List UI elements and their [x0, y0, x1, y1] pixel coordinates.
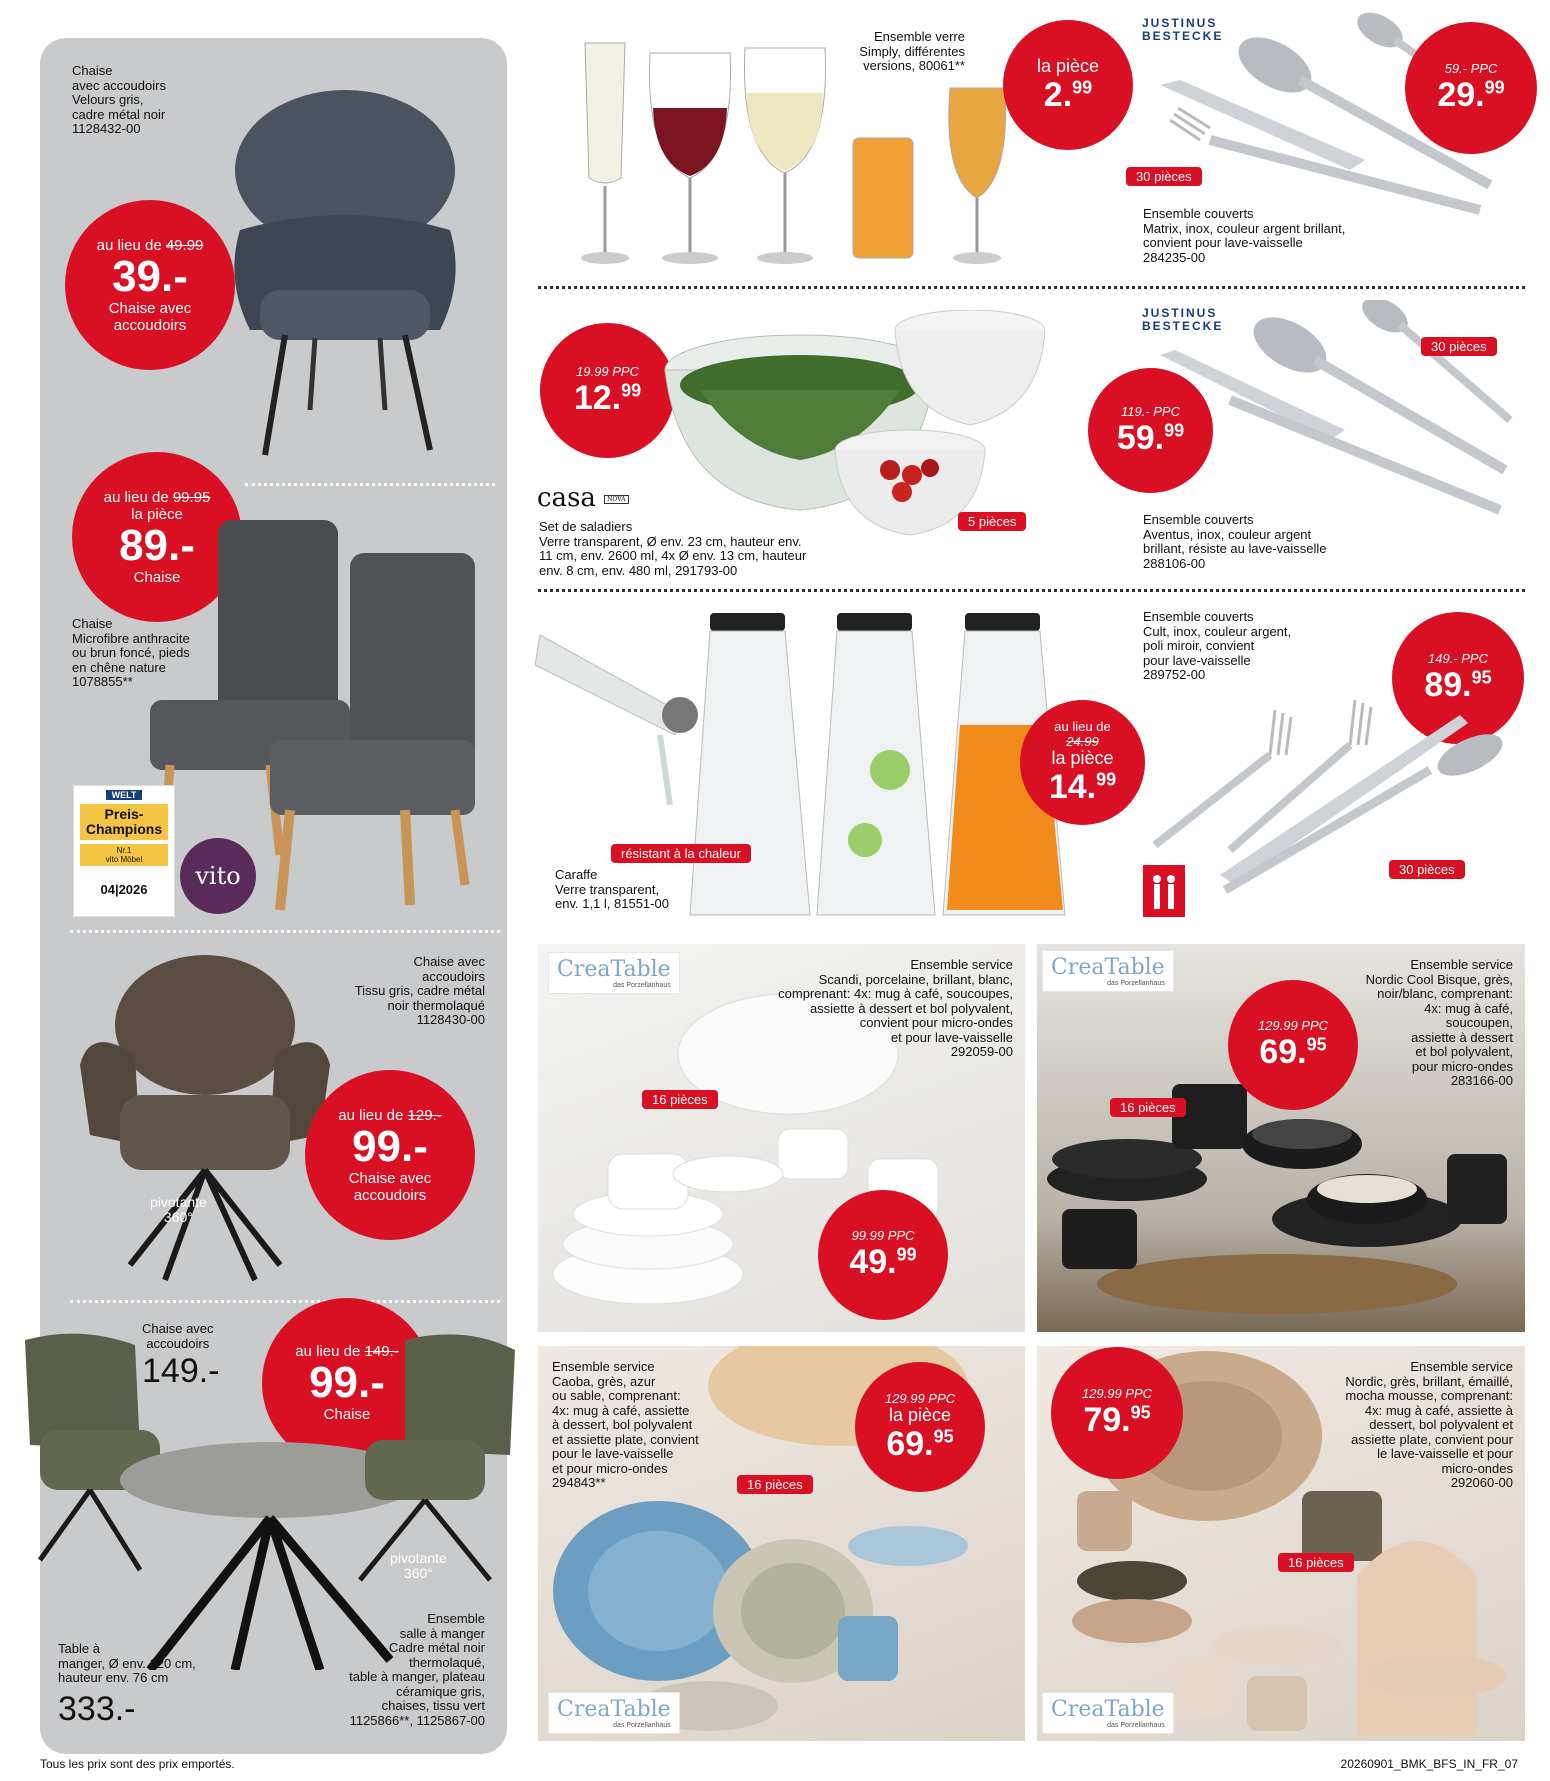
creatable-logo-1 [548, 952, 680, 994]
divider [538, 589, 1525, 592]
creatable-logo-3 [548, 1692, 680, 1734]
service4-description: Ensemble service Nordic, grès, brillant, émaillé, mocha mousse, comprenant: 4x: mug à café, assiette à dessert, bol polyvalent et assiette plate, convient pour le lave-vaisselle et pour micro-ondes 292060-00 [1345, 1359, 1513, 1490]
velvet-chair-image [195, 80, 495, 460]
chair1-old-price: 49.99 [165, 236, 204, 254]
service3-price: 69. [886, 1424, 934, 1463]
service2-price-badge [1228, 980, 1358, 1110]
creatable-logo-4 [1042, 1692, 1174, 1734]
creatable-logo-1-small: das Porzellanhaus [613, 982, 671, 989]
service3-cents: 95 [933, 1426, 954, 1447]
cutlery1-description: Ensemble couverts Matrix, inox, couleur argent brillant, convient pour lave-vaisselle 284235-00 [1143, 206, 1346, 265]
divider [538, 286, 1525, 289]
creatable-logo-1-text: CreaTable [557, 957, 671, 982]
salad-bowls-image [660, 310, 1060, 540]
cutlery3-ppc: 149.- PPC [1428, 651, 1488, 666]
cutlery2-cents: 99 [1164, 420, 1185, 441]
salad-pieces-pill: 5 pièces [958, 512, 1026, 531]
cutlery2-pieces-pill: 30 pièces [1421, 337, 1497, 356]
carafe-price: 14. [1048, 767, 1097, 806]
carafe-price-badge [1020, 700, 1145, 825]
glasses-price-badge [1003, 20, 1133, 150]
creatable-logo-3-text: CreaTable [557, 1697, 671, 1722]
salad-ppc: 19.99 PPC [576, 363, 639, 379]
casa-logo-text: casa [537, 483, 596, 513]
vito-logo: vito [180, 838, 256, 914]
service2-ppc: 129.99 PPC [1257, 1018, 1329, 1033]
glasses-cents: 99 [1072, 77, 1093, 98]
service1-description: Ensemble service Scandi, porcelaine, brillant, blanc, comprenant: 4x: mug à café, soucoupes, assiette à dessert et bol polyvalent, convient pour micro-ondes et pour lave-vaisselle 292059-00 [778, 957, 1013, 1059]
chair1-price-badge [65, 200, 235, 370]
chair3-price-badge [305, 1070, 475, 1240]
divider [70, 930, 500, 933]
award-top: WELT [106, 790, 142, 800]
cutlery1-ppc: 59.- PPC [1444, 61, 1498, 76]
salad-description: Set de saladiers Verre transparent, Ø env. 23 cm, hauteur env. 11 cm, env. 2600 ml, 4x Ø env. 13 cm, hauteur env. 8 cm, env. 480 ml, 291793-00 [539, 519, 807, 578]
glasses-image [565, 38, 1035, 278]
cutlery3-description: Ensemble couverts Cult, inox, couleur argent, poli miroir, convient pour lave-vaisselle 289752-00 [1143, 609, 1292, 682]
creatable-logo-3-small: das Porzellanhaus [613, 1722, 671, 1729]
dining-prefix: au lieu de [295, 1343, 365, 1360]
cutlery2-ppc: 119.- PPC [1120, 403, 1180, 419]
dining-chair-label: Chaise avec accoudoirs [142, 1321, 214, 1351]
chair3-swivel-label: pivotante 360° [150, 1194, 207, 1225]
service2-description: Ensemble service Nordic Cool Bisque, grès, noir/blanc, comprenant: 4x: mug à café, soucoupen, assiette à dessert et bol polyvalent, pour micro-ondes 283166-00 [1365, 957, 1513, 1088]
cutlery-cult-image [1150, 655, 1510, 895]
carafe-description: Caraffe Verre transparent, env. 1,1 l, 81551-00 [555, 867, 669, 911]
dining-sub: Chaise [323, 1406, 371, 1423]
table-price: 333.- [58, 1690, 136, 1728]
service4-ppc: 129.99 PPC [1081, 1386, 1153, 1401]
chair3-price: 99.- [352, 1121, 428, 1171]
service3-pieces-pill: 16 pièces [737, 1475, 813, 1494]
justinus-logo: JUSTINUS BESTECKE [1142, 16, 1224, 43]
cutlery2-price: 59. [1116, 418, 1165, 457]
justinus-logo-2: JUSTINUS BESTECKE [1142, 306, 1224, 333]
footer-disclaimer: Tous les prix sont des prix emportés. [40, 1757, 235, 1771]
service4-cents: 95 [1130, 1402, 1151, 1423]
casa-logo [537, 483, 629, 513]
service3-description: Ensemble service Caoba, grès, azur ou sable, comprenant: 4x: mug à café, assiette à dessert, bol polyvalent et assiette plate, convient pour le lave-vaisselle et pour micro-ondes 294843** [552, 1359, 699, 1490]
service1-ppc: 99.99 PPC [851, 1228, 915, 1243]
footer-code: 20260901_BMK_BFS_IN_FR_07 [1340, 1757, 1518, 1771]
service3-price-badge [855, 1362, 985, 1492]
divider [245, 483, 495, 486]
carafe-heat-pill: résistant à la chaleur [611, 844, 751, 863]
salad-price: 12. [573, 378, 622, 417]
dining-chair-price: 149.- [142, 1352, 220, 1390]
creatable-logo-2 [1042, 950, 1174, 992]
chair1-price: 39.- [112, 251, 188, 301]
service1-price: 49. [849, 1243, 897, 1281]
dining-price: 99.- [309, 1358, 385, 1407]
chair3-old-price: 129.- [407, 1106, 442, 1124]
award-line: Nr.1 vito Möbel [80, 844, 168, 866]
glasses-note: la pièce [1036, 55, 1100, 76]
service4-pieces-pill: 16 pièces [1278, 1553, 1354, 1572]
service2-price: 69. [1259, 1033, 1307, 1071]
service2-pieces-pill: 16 pièces [1110, 1098, 1186, 1117]
carafe-prefix: au lieu de [1054, 718, 1111, 734]
service3-note: la pièce [888, 1404, 952, 1425]
casa-logo-small: NOVA [604, 495, 628, 504]
service3-ppc: 129.99 PPC [884, 1390, 956, 1406]
armchair-image [70, 945, 350, 1285]
carafe-old-price: 24.99 [1066, 733, 1099, 749]
carafe-cents: 99 [1096, 769, 1117, 790]
service1-cents: 99 [896, 1244, 917, 1265]
award-badge [73, 785, 175, 917]
chair1-description: Chaise avec accoudoirs Velours gris, cadre métal noir 1128432-00 [72, 63, 166, 136]
chair2-description: Chaise Microfibre anthracite ou brun foncé, pieds en chêne nature 1078855** [72, 616, 190, 689]
service2-cents: 95 [1306, 1034, 1327, 1055]
cutlery1-pieces-pill: 30 pièces [1126, 167, 1202, 186]
chair2-old-price: 99.95 [172, 488, 211, 506]
cutlery1-price-badge [1405, 22, 1537, 154]
zwilling-logo [1143, 865, 1185, 917]
cutlery2-description: Ensemble couverts Aventus, inox, couleur argent brillant, résiste au lave-vaisselle 288106-00 [1143, 512, 1327, 571]
chair1-sub: Chaise avec accoudoirs [108, 299, 192, 334]
service4-price: 79. [1083, 1401, 1131, 1439]
salad-price-badge [540, 323, 675, 458]
service1-price-badge [818, 1190, 948, 1320]
chair2-sub: Chaise [133, 568, 181, 586]
divider [70, 1300, 500, 1303]
cutlery1-cents: 99 [1484, 77, 1505, 98]
service4-price-badge [1051, 1347, 1183, 1479]
chair3-prefix: au lieu de [338, 1106, 408, 1124]
chair2-price: 89.- [119, 520, 195, 570]
chair2-prefix: au lieu de [103, 488, 173, 506]
glasses-description: Ensemble verre Simply, différentes versions, 80061** [859, 29, 965, 73]
award-date: 04|2026 [100, 882, 148, 897]
salad-cents: 99 [621, 380, 642, 401]
service1-pieces-pill: 16 pièces [642, 1090, 718, 1109]
award-title: Preis- Champions [80, 804, 168, 840]
glasses-price: 2. [1043, 75, 1073, 114]
cutlery3-price: 89. [1424, 666, 1472, 704]
cutlery3-cents: 95 [1471, 667, 1492, 688]
cutlery3-pieces-pill: 30 pièces [1389, 860, 1465, 879]
creatable-logo-4-small: das Porzellanhaus [1107, 1722, 1165, 1729]
cutlery2-price-badge [1088, 368, 1213, 493]
creatable-logo-4-text: CreaTable [1051, 1697, 1165, 1722]
chair2-note: la pièce [131, 505, 183, 523]
dining-old-price: 149.- [364, 1343, 399, 1360]
chair3-description: Chaise avec accoudoirs Tissu gris, cadre métal noir thermolaqué 1128430-00 [354, 954, 485, 1027]
dining-swivel-label: pivotante 360° [390, 1550, 447, 1581]
chair1-prefix: au lieu de [96, 236, 166, 254]
creatable-logo-2-text: CreaTable [1051, 955, 1165, 980]
dining-set-description: Ensemble salle à manger Cadre métal noir thermolaqué, table à manger, plateau céramique gris, chaises, tissu vert 1125866**, 1125867-00 [349, 1611, 485, 1728]
carafe-note: la pièce [1051, 747, 1114, 768]
chair3-sub: Chaise avec accoudoirs [348, 1169, 432, 1204]
creatable-logo-2-small: das Porzellanhaus [1107, 980, 1165, 987]
cutlery1-price: 29. [1437, 76, 1485, 114]
table-description: Table à manger, Ø env. 120 cm, hauteur env. 76 cm [58, 1641, 196, 1685]
